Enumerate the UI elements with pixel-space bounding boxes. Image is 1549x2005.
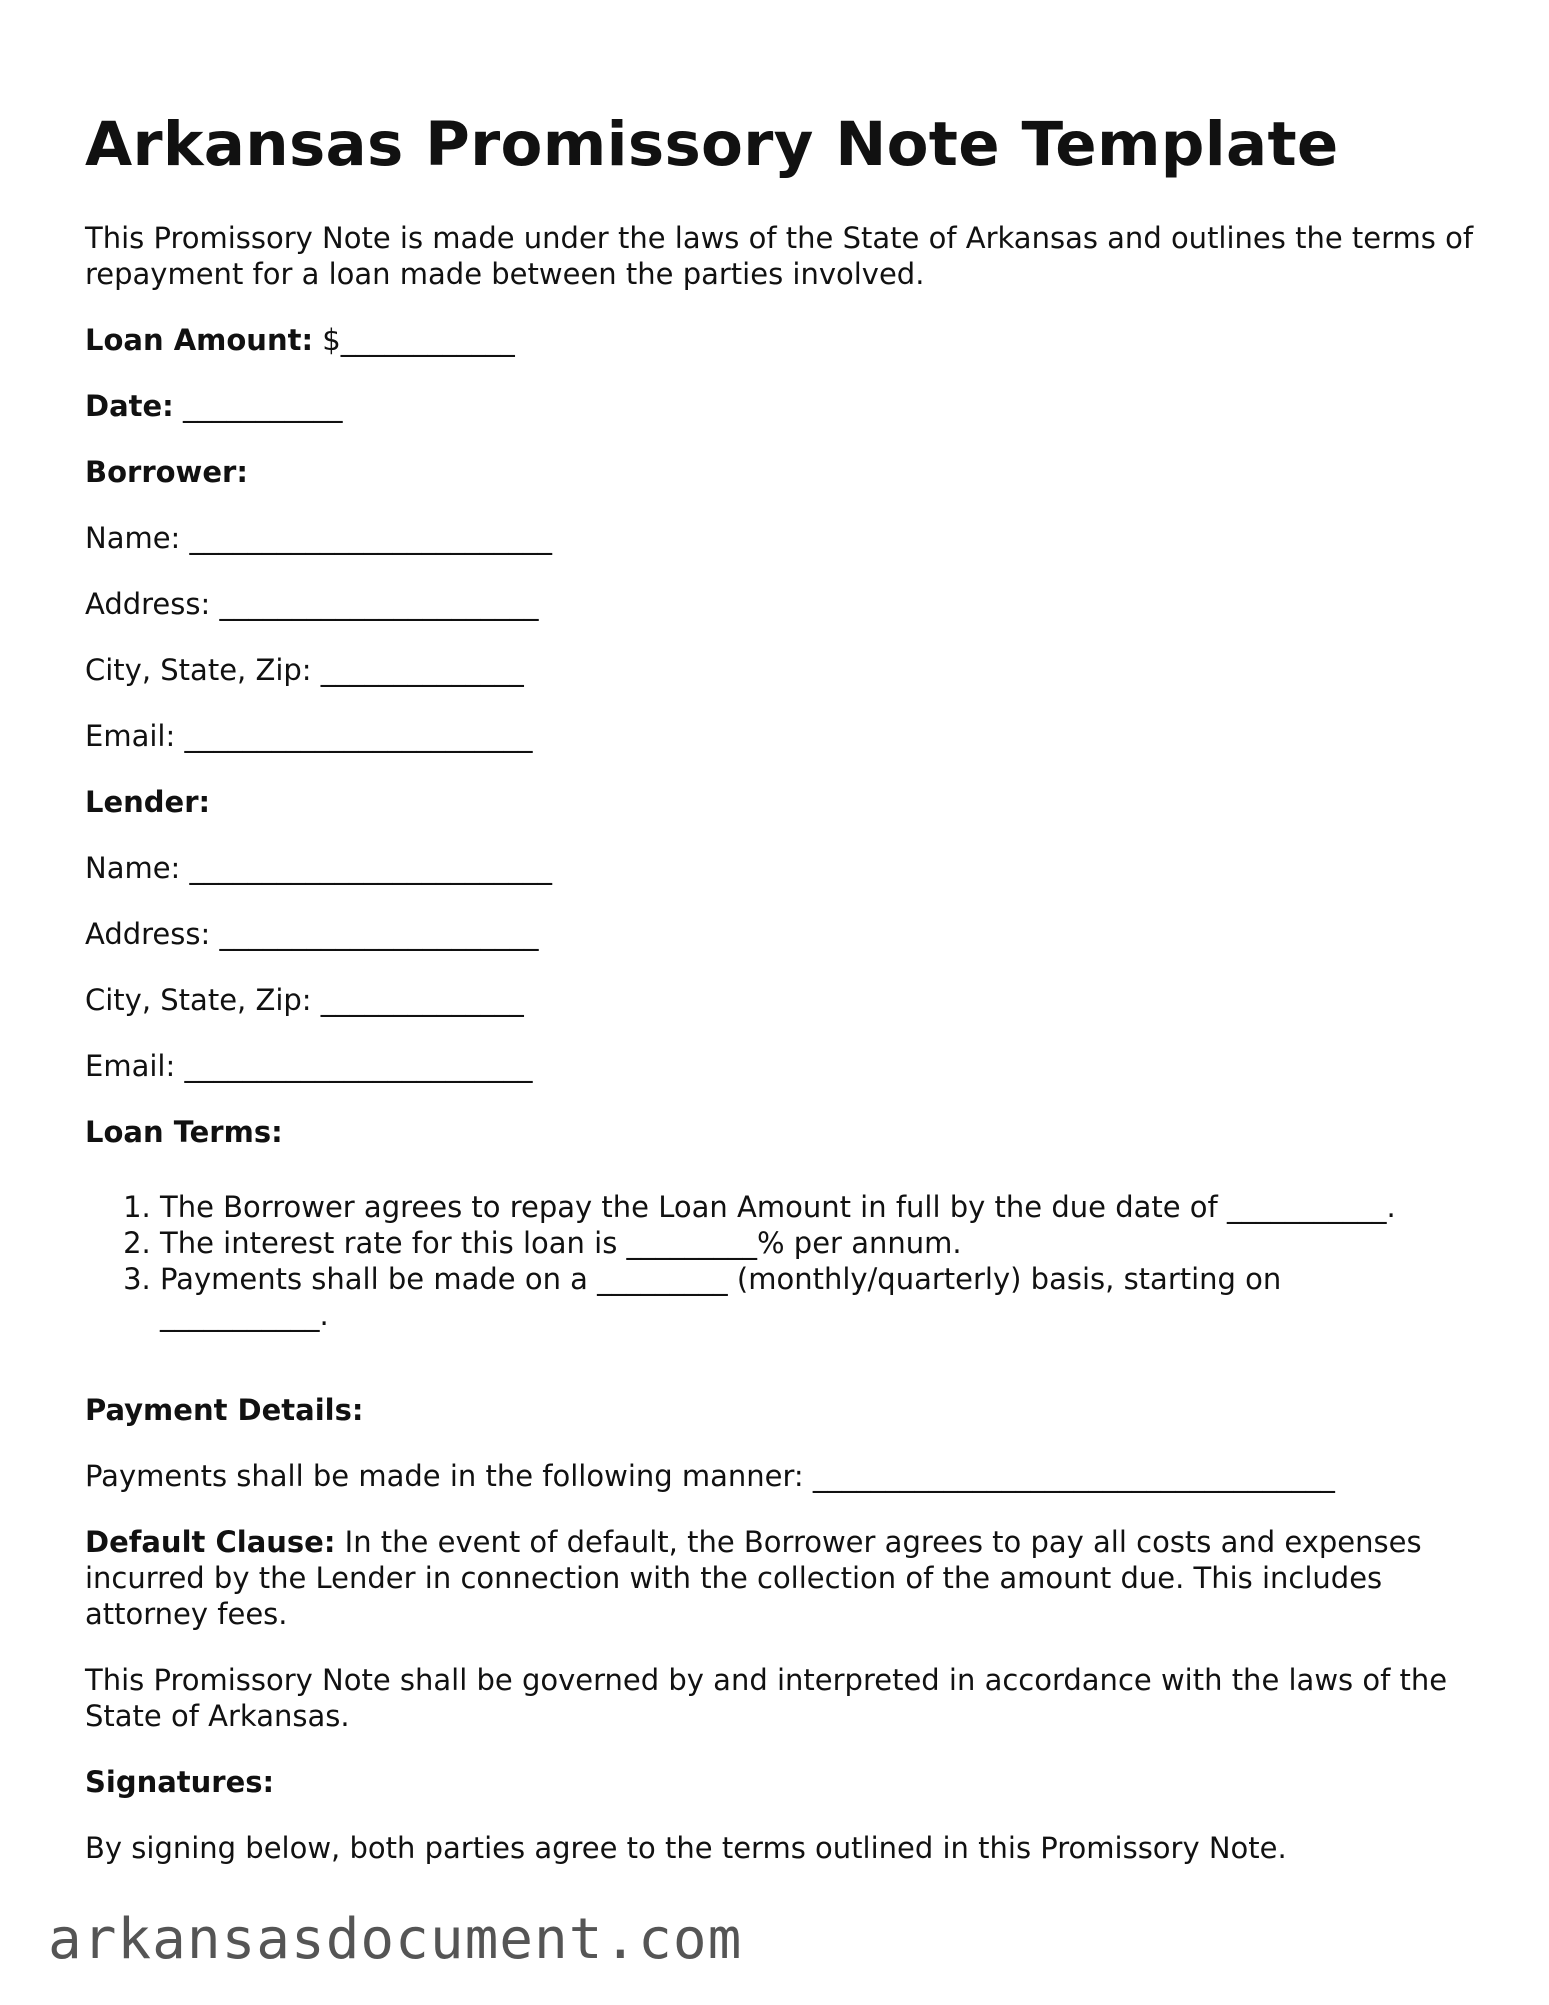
loan-amount-blank: $____________ xyxy=(322,323,515,357)
default-clause-text: In the event of default, the Borrower agrees to pay all costs and expenses incurred by the Lender in connection with the collection of the amount due. This includes attorney fees. xyxy=(85,1525,1422,1631)
default-clause-paragraph xyxy=(85,1524,1485,1632)
loan-terms-list xyxy=(85,1189,1450,1333)
payment-details-field: Payments shall be made in the following manner: ____________________________________ xyxy=(85,1459,1335,1493)
payment-details-heading: Payment Details: xyxy=(85,1393,364,1427)
signatures-heading: Signatures: xyxy=(85,1765,275,1799)
date-blank: ___________ xyxy=(183,389,343,423)
loan-amount-field xyxy=(85,322,515,358)
loan-term-item: 3. Payments shall be made on a _________ (monthly/quarterly) basis, starting on ___________. xyxy=(160,1261,1450,1333)
lender-address-field: Address: ______________________ xyxy=(85,917,539,951)
date-field xyxy=(85,388,343,424)
borrower-heading: Borrower: xyxy=(85,455,248,489)
governing-law-paragraph: This Promissory Note shall be governed by and interpreted in accordance with the laws of the State of Arkansas. xyxy=(85,1663,1448,1733)
lender-name-field: Name: _________________________ xyxy=(85,851,553,885)
borrower-address-field: Address: ______________________ xyxy=(85,587,539,621)
borrower-email-field: Email: ________________________ xyxy=(85,719,533,753)
loan-amount-label: Loan Amount: xyxy=(85,323,314,357)
page-title: Arkansas Promissory Note Template xyxy=(85,109,1339,180)
date-label: Date: xyxy=(85,389,174,423)
loan-term-item: 2. The interest rate for this loan is _________% per annum. xyxy=(160,1225,1450,1261)
borrower-name-field: Name: _________________________ xyxy=(85,521,553,555)
site-watermark: arkansasdocument.com xyxy=(48,1907,743,1972)
lender-heading: Lender: xyxy=(85,785,211,819)
borrower-city-field: City, State, Zip: ______________ xyxy=(85,653,524,687)
loan-terms-heading: Loan Terms: xyxy=(85,1115,283,1149)
default-clause-label: Default Clause: xyxy=(85,1525,336,1559)
lender-email-field: Email: ________________________ xyxy=(85,1049,533,1083)
loan-term-item: 1. The Borrower agrees to repay the Loan Amount in full by the due date of ___________. xyxy=(160,1189,1450,1225)
signatures-text: By signing below, both parties agree to the terms outlined in this Promissory Note. xyxy=(85,1831,1287,1865)
lender-city-field: City, State, Zip: ______________ xyxy=(85,983,524,1017)
intro-paragraph: This Promissory Note is made under the laws of the State of Arkansas and outlines the terms of repayment for a loan made between the parties involved. xyxy=(85,221,1474,291)
